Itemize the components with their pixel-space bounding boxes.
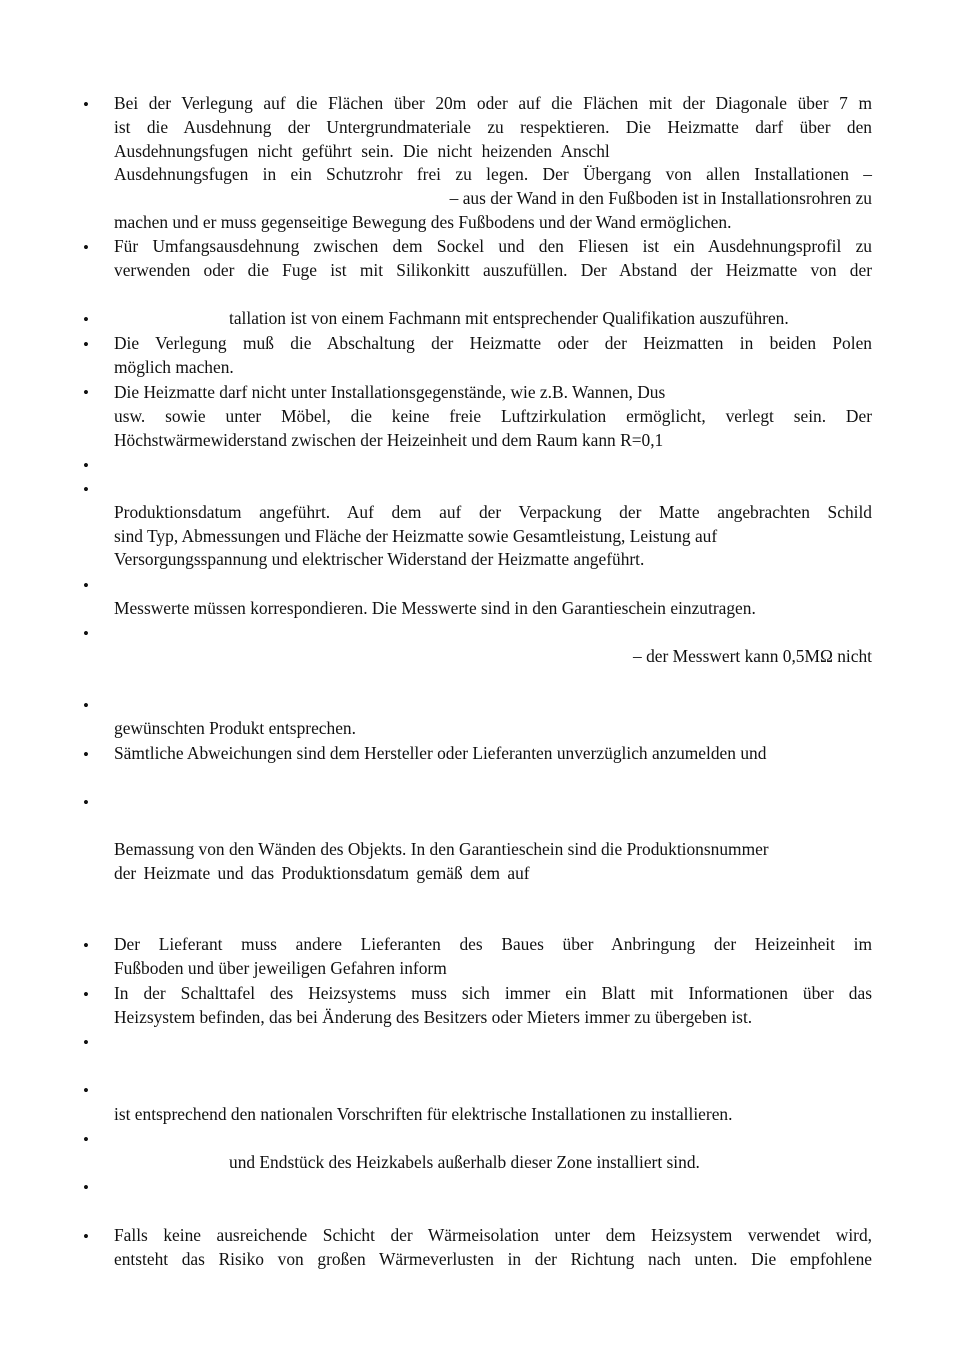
text-line: Ausdehnungsfugen nicht geführt sein. Die nicht heizenden Anschl <box>114 141 610 161</box>
text-line: usw. sowie unter Möbel, die keine freie Luftzirkulation ermöglicht, verlegt sein. Der <box>114 406 872 426</box>
bullet-16: • <box>83 1081 89 1100</box>
text-line: Heizsystem befinden, das bei Änderung des Besitzers oder Mieters immer zu übergeben ist. <box>114 1007 753 1027</box>
bullet-8: • <box>83 576 89 595</box>
text-line: Produktionsdatum angeführt. Auf dem auf der Verpackung der Matte angebrachten Schild <box>114 502 872 522</box>
bullet-14: • <box>83 985 89 1004</box>
bullet-7: • <box>83 480 89 499</box>
text-line: Fußboden und über jeweiligen Gefahren inform <box>114 958 447 978</box>
text-line: tallation ist von einem Fachmann mit entsprechender Qualifikation auszuführen. <box>229 308 789 328</box>
text-line: Die Heizmatte darf nicht unter Installationsgegenstände, wie z.B. Wannen, Dus <box>114 382 666 402</box>
bullet-3: • <box>83 310 89 329</box>
bullet-13: • <box>83 936 89 955</box>
text-line: Der Lieferant muss andere Lieferanten des Baues über Anbringung der Heizeinheit im <box>114 934 872 954</box>
text-line: Versorgungsspannung und elektrischer Widerstand der Heizmatte angeführt. <box>114 549 645 569</box>
bullet-10: • <box>83 696 89 715</box>
text-line: In der Schalttafel des Heizsystems muss sich immer ein Blatt mit Informationen über das <box>114 983 872 1003</box>
text-line: sind Typ, Abmessungen und Fläche der Heizmatte sowie Gesamtleistung, Leistung auf <box>114 526 718 546</box>
bullet-18: • <box>83 1178 89 1197</box>
text-line: – aus der Wand in den Fußboden ist in Installationsrohren zu <box>449 188 872 208</box>
bullet-11: • <box>83 745 89 764</box>
bullet-12: • <box>83 793 89 812</box>
text-line: Die Verlegung muß die Abschaltung der Heizmatte oder der Heizmatten in beiden Polen <box>114 333 872 353</box>
bullet-2: • <box>83 238 89 257</box>
bullet-19: • <box>83 1227 89 1246</box>
text-line: entsteht das Risiko von großen Wärmeverlusten in der Richtung nach unten. Die empfohlene <box>114 1249 872 1269</box>
bullet-5: • <box>83 383 89 402</box>
bullet-1: • <box>83 95 89 114</box>
text-line: möglich machen. <box>114 357 234 377</box>
text-line: und Endstück des Heizkabels außerhalb dieser Zone installiert sind. <box>229 1152 700 1172</box>
text-line: der Heizmate und das Produktionsdatum gemäß dem auf <box>114 863 530 883</box>
text-line: Messwerte müssen korrespondieren. Die Messwerte sind in den Garantieschein einzutragen. <box>114 598 756 618</box>
text-line: Bemassung von den Wänden des Objekts. In den Garantieschein sind die Produktionsnummer <box>114 839 769 859</box>
text-line: Für Umfangsausdehnung zwischen dem Sockel und den Fliesen ist ein Ausdehnungsprofil zu <box>114 236 872 256</box>
bullet-4: • <box>83 335 89 354</box>
text-line: gewünschten Produkt entsprechen. <box>114 718 356 738</box>
text-line: Höchstwärmewiderstand zwischen der Heizeinheit und dem Raum kann R=0,1 <box>114 430 664 450</box>
text-line: Falls keine ausreichende Schicht der Wärmeisolation unter dem Heizsystem verwendet wird, <box>114 1225 872 1245</box>
text-line: Sämtliche Abweichungen sind dem Hersteller oder Lieferanten unverzüglich anzumelden und <box>114 743 767 763</box>
text-line: ist die Ausdehnung der Untergrundmateriale zu respektieren. Die Heizmatte darf über den <box>114 117 872 137</box>
bullet-17: • <box>83 1130 89 1149</box>
bullet-9: • <box>83 624 89 643</box>
text-line: verwenden oder die Fuge ist mit Silikonkitt auszufüllen. Der Abstand der Heizmatte von der <box>114 260 872 280</box>
text-line: – der Messwert kann 0,5MΩ nicht <box>633 646 872 666</box>
text-line: Ausdehnungsfugen in ein Schutzrohr frei zu legen. Der Übergang von allen Installationen – <box>114 164 872 184</box>
text-line: Bei der Verlegung auf die Flächen über 20m oder auf die Flächen mit der Diagonale über 7 m <box>114 93 872 113</box>
text-line: ist entsprechend den nationalen Vorschriften für elektrische Installationen zu installieren. <box>114 1104 733 1124</box>
text-line: machen und er muss gegenseitige Bewegung des Fußbodens und der Wand ermöglichen. <box>114 212 732 232</box>
bullet-15: • <box>83 1033 89 1052</box>
bullet-6: • <box>83 456 89 475</box>
